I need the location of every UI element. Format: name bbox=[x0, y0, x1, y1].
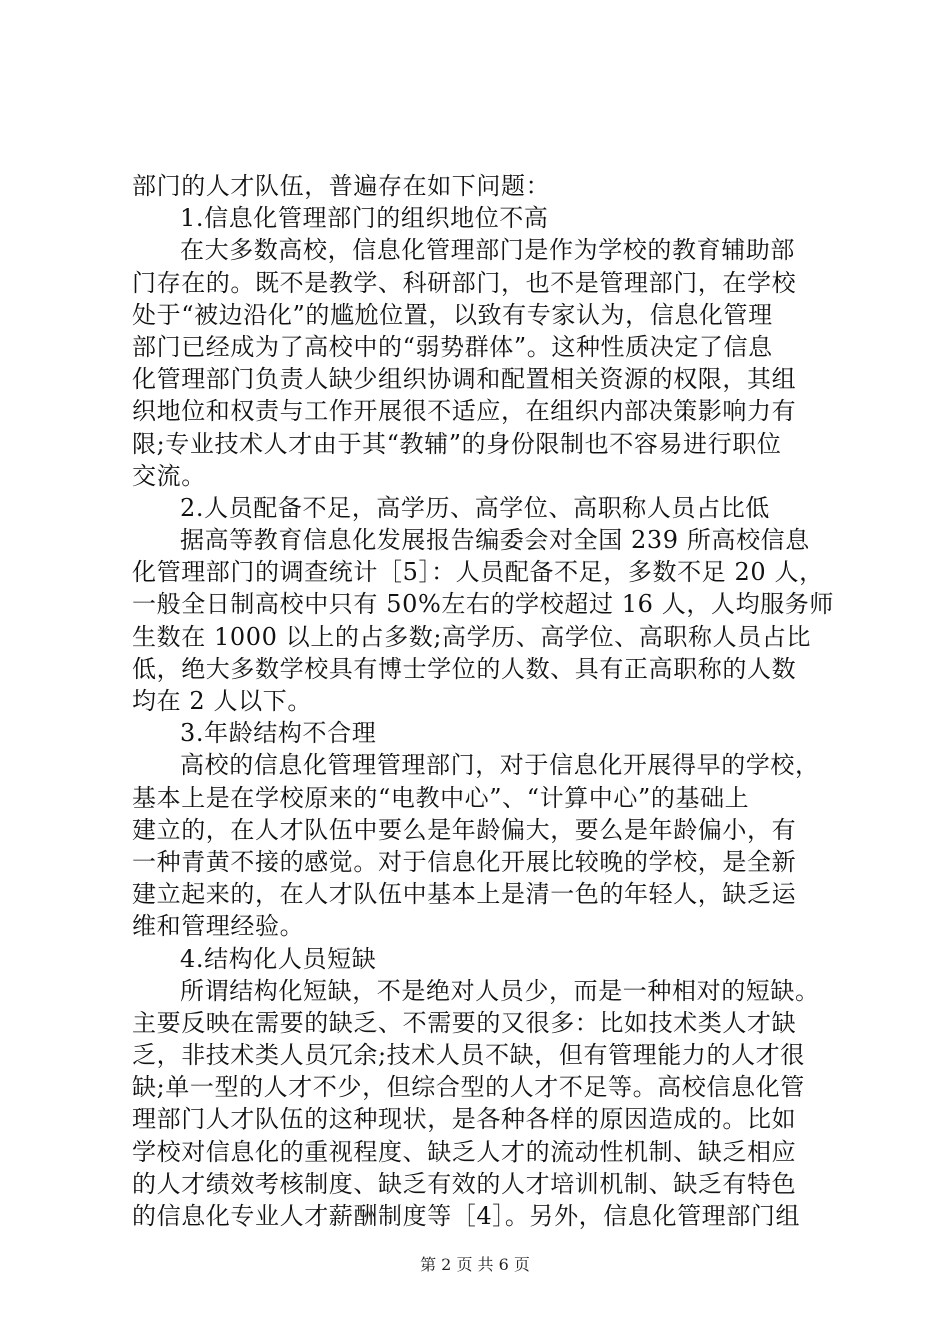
text-line-14: 一般全日制高校中只有 50%左右的学校超过 16 人，人均服务师 bbox=[132, 590, 834, 619]
document-body bbox=[132, 170, 832, 1232]
text-line-31: 学校对信息化的重视程度、缺乏人才的流动性机制、缺乏相应 bbox=[132, 1137, 797, 1166]
text-line-6: 部门已经成为了高校中的“弱势群体”。这种性质决定了信息 bbox=[132, 332, 773, 361]
text-line-33: 的信息化专业人才薪酬制度等［4］。另外，信息化管理部门组 bbox=[132, 1202, 801, 1230]
text-line-15: 生数在 1000 以上的占多数;高学历、高学位、高职称人员占比 bbox=[132, 622, 812, 651]
page-number: 第 2 页 共 6 页 bbox=[420, 1255, 530, 1274]
text-line-28: 乏，非技术类人员冗余;技术人员不缺，但有管理能力的人才很 bbox=[132, 1041, 805, 1070]
text-line-3: 在大多数高校，信息化管理部门是作为学校的教育辅助部 bbox=[180, 236, 795, 265]
text-line-10: 交流。 bbox=[132, 461, 206, 490]
text-line-12: 据高等教育信息化发展报告编委会对全国 239 所高校信息 bbox=[180, 526, 810, 555]
text-line-23: 建立起来的，在人才队伍中基本上是清一色的年轻人，缺乏运 bbox=[132, 880, 797, 909]
section-heading-1: 1.信息化管理部门的组织地位不高 bbox=[180, 204, 549, 233]
text-line-30: 理部门人才队伍的这种现状，是各种各样的原因造成的。比如 bbox=[132, 1105, 797, 1134]
text-line-7: 化管理部门负责人缺少组织协调和配置相关资源的权限，其组 bbox=[132, 365, 797, 394]
text-line-29: 缺;单一型的人才不少，但综合型的人才不足等。高校信息化管 bbox=[132, 1073, 805, 1102]
section-heading-2: 2.人员配备不足，高学历、高学位、高职称人员占比低 bbox=[180, 493, 770, 522]
text-line-22: 一种青黄不接的感觉。对于信息化开展比较晚的学校，是全新 bbox=[132, 847, 797, 876]
text-line-32: 的人才绩效考核制度、缺乏有效的人才培训机制、缺乏有特色 bbox=[132, 1169, 797, 1198]
text-line-5: 处于“被边沿化”的尴尬位置，以致有专家认为，信息化管理 bbox=[132, 300, 773, 329]
text-line-20: 基本上是在学校原来的“电教中心”、“计算中心”的基础上 bbox=[132, 783, 750, 812]
text-line-27: 主要反映在需要的缺乏、不需要的又很多：比如技术类人才缺 bbox=[132, 1008, 797, 1037]
section-heading-4: 4.结构化人员短缺 bbox=[180, 944, 377, 973]
text-line-4: 门存在的。既不是教学、科研部门，也不是管理部门，在学校 bbox=[132, 268, 797, 297]
text-line-24: 维和管理经验。 bbox=[132, 912, 305, 941]
section-heading-3: 3.年龄结构不合理 bbox=[180, 719, 377, 748]
text-line-13: 化管理部门的调查统计［5］：人员配备不足，多数不足 20 人， bbox=[132, 558, 824, 587]
text-line-16: 低，绝大多数学校具有博士学位的人数、具有正高职称的人数 bbox=[132, 654, 797, 683]
text-line-1: 部门的人才队伍，普遍存在如下问题： bbox=[132, 172, 551, 200]
text-line-26: 所谓结构化短缺，不是绝对人员少，而是一种相对的短缺。 bbox=[180, 976, 820, 1005]
text-line-21: 建立的，在人才队伍中要么是年龄偏大，要么是年龄偏小，有 bbox=[132, 815, 797, 844]
text-line-9: 限;专业技术人才由于其“教辅”的身份限制也不容易进行职位 bbox=[132, 429, 782, 458]
text-line-19: 高校的信息化管理管理部门，对于信息化开展得早的学校， bbox=[180, 751, 820, 780]
text-line-8: 织地位和权责与工作开展很不适应，在组织内部决策影响力有 bbox=[132, 397, 797, 426]
text-line-17: 均在 2 人以下。 bbox=[132, 687, 312, 715]
